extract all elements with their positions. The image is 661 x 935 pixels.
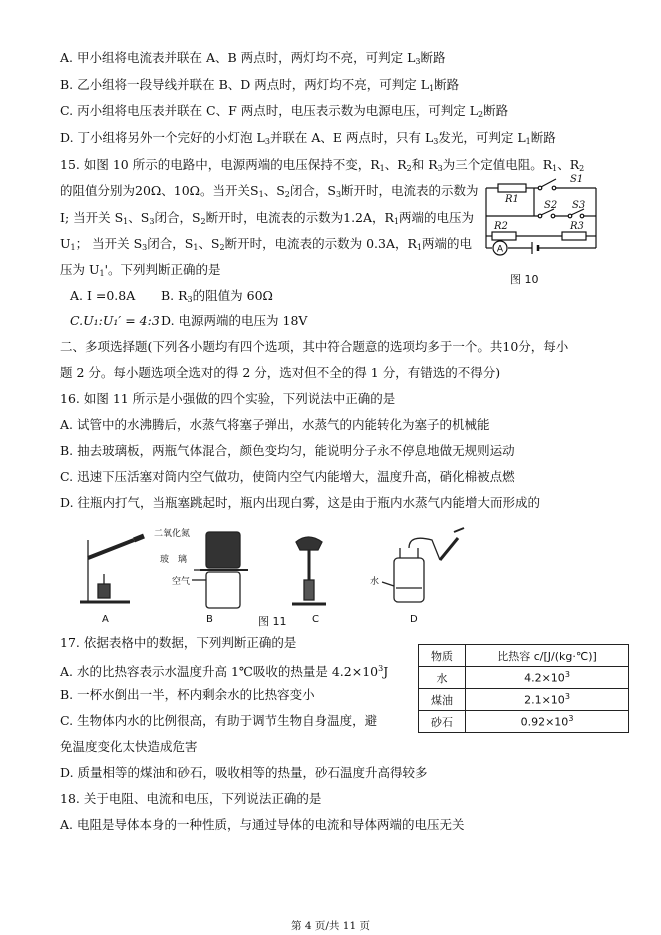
panel-b-gas-jars (192, 532, 248, 608)
label-water: 水 (370, 577, 380, 587)
q15-option-a: A. I =0.8A (70, 288, 136, 303)
table-row (419, 689, 629, 711)
q15-stem-line4: $U_1$； 当开关 $S_3$闭合，$S_1$、$S_2$断开时，电流表的示数为 0.3A，$R_1$两端的电 (60, 236, 472, 252)
r3-resistor (562, 232, 586, 240)
table-cell-substance: 水 (419, 667, 466, 689)
q17-option-a: A. 水的比热容表示水温度升高 1℃吸收的热量是 $4.2\times 10^3J$ (60, 664, 389, 680)
circuit-figure-10 (478, 170, 606, 288)
q16-option-c: C. 迅速下压活塞对筒内空气做功，使筒内空气内能增大，温度升高，硝化棉被点燃 (60, 469, 515, 484)
table-cell-value: $0.92\times 10^3$ (466, 711, 629, 733)
ammeter-label: A (496, 244, 504, 255)
q14-option-d: D. 丁小组将另外一个完好的小灯泡 $L_3$并联在 A、E 两点时，只有 $L_3$发光，可判定 $L_1$断路 (60, 130, 556, 146)
specific-heat-table (418, 644, 629, 733)
panel-label-c: C (312, 614, 319, 625)
q14-option-b: B. 乙小组将一段导线并联在 B、D 两点时，两灯均不亮，可判定 $L_1$断路 (60, 77, 460, 93)
q14-option-a: A. 甲小组将电流表并联在 A、B 两点时，两灯均不亮，可判定 $L_3$断路 (60, 50, 446, 66)
q15-option-b: B. $R_3$的阻值为 60Ω (161, 288, 273, 304)
label-nitrogen-dioxide: 二氧化氮 (154, 529, 191, 539)
table-row (419, 667, 629, 689)
r1-resistor (498, 184, 526, 192)
panel-label-d: D (410, 614, 418, 625)
panel-label-b: B (206, 614, 213, 625)
table-row (419, 711, 629, 733)
page-footer: 第 4 页/共 11 页 (291, 920, 370, 932)
table-header-heat: 比热容 c/[J/(kg·℃)] (466, 645, 629, 667)
panel-a-test-tube (80, 536, 144, 602)
section2-header-line1: 二、多项选择题(下列各小题均有四个选项，其中符合题意的选项均多于一个。共10分，每小 (60, 339, 569, 354)
q16-stem: 16. 如图 11 所示是小强做的四个实验，下列说法中正确的是 (60, 391, 396, 406)
q15-stem-line2: 的阻值分别为20Ω、10Ω。当开关$S_1$、$S_2$闭合，$S_3$断开时，电流表的示数为 (60, 183, 479, 199)
label-s3: S3 (572, 200, 586, 211)
q15-option-c: C.U₁:U₁′ = 4:3 (70, 313, 160, 328)
q16-option-b: B. 抽去玻璃板，两瓶气体混合，颜色变均匀，能说明分子永不停息地做无规则运动 (60, 443, 515, 458)
q16-option-d: D. 往瓶内打气，当瓶塞跳起时，瓶内出现白雾，这是由于瓶内水蒸气内能增大而形成的 (60, 495, 541, 510)
label-s1: S1 (570, 174, 584, 185)
panel-d-bottle-pump (382, 528, 464, 602)
q17-option-d: D. 质量相等的煤油和砂石，吸收相等的热量，砂石温度升高得较多 (60, 765, 428, 780)
q15-stem-line5: 压为 $U_1'$。下列判断正确的是 (60, 262, 221, 278)
table-cell-substance: 煤油 (419, 689, 466, 711)
panel-c-fire-piston (292, 537, 326, 604)
table-header-substance: 物质 (419, 645, 466, 667)
label-s2: S2 (544, 200, 558, 211)
q16-option-a: A. 试管中的水沸腾后，水蒸气将塞子弹出，水蒸气的内能转化为塞子的机械能 (60, 417, 490, 432)
panel-label-a: A (102, 614, 109, 625)
q17-option-b: B. 一杯水倒出一半，杯内剩余水的比热容变小 (60, 687, 315, 702)
q17-option-c-line1: C. 生物体内水的比例很高，有助于调节生物自身温度，避 (60, 713, 378, 728)
r2-resistor (492, 232, 516, 240)
table-cell-value: $4.2\times 10^3$ (466, 667, 629, 689)
section2-header-line2: 题 2 分。每小题选项全选对的得 2 分，选对但不全的得 1 分，有错选的不得分) (60, 365, 501, 380)
q14-option-c: C. 丙小组将电压表并联在 C、F 两点时，电压表示数为电源电压，可判定 $L_2$断路 (60, 103, 509, 119)
q17-stem: 17. 依据表格中的数据，下列判断正确的是 (60, 635, 297, 650)
label-air: 空气 (172, 577, 191, 587)
q18-option-a: A. 电阻是导体本身的一种性质，与通过导体的电流和导体两端的电压无关 (60, 817, 465, 832)
table-cell-value: $2.1\times 10^3$ (466, 689, 629, 711)
q15-option-d: D. 电源两端的电压为 18V (161, 313, 308, 328)
label-r1: R1 (505, 194, 519, 205)
label-glass: 玻 璃 (160, 555, 188, 565)
q18-stem: 18. 关于电阻、电流和电压，下列说法正确的是 (60, 791, 322, 806)
q15-stem-line3: I; 当开关 $S_1$、$S_3$闭合，$S_2$断开时，电流表的示数为1.2A，$R_1$两端的电压为 (60, 210, 475, 226)
label-r3: R3 (570, 221, 584, 232)
q15-stem-line1: 15. 如图 10 所示的电路中，电源两端的电压保持不变，$R_1$、$R_2$和 $R_3$为三个定值电阻。$R_1$、$R_2$ (60, 157, 585, 173)
figure-11-caption: 图 11 (258, 615, 287, 628)
figure-10-caption: 图 10 (510, 273, 539, 286)
table-cell-substance: 砂石 (419, 711, 466, 733)
label-r2: R2 (494, 221, 508, 232)
q17-option-c-line2: 免温度变化太快造成危害 (60, 739, 198, 754)
